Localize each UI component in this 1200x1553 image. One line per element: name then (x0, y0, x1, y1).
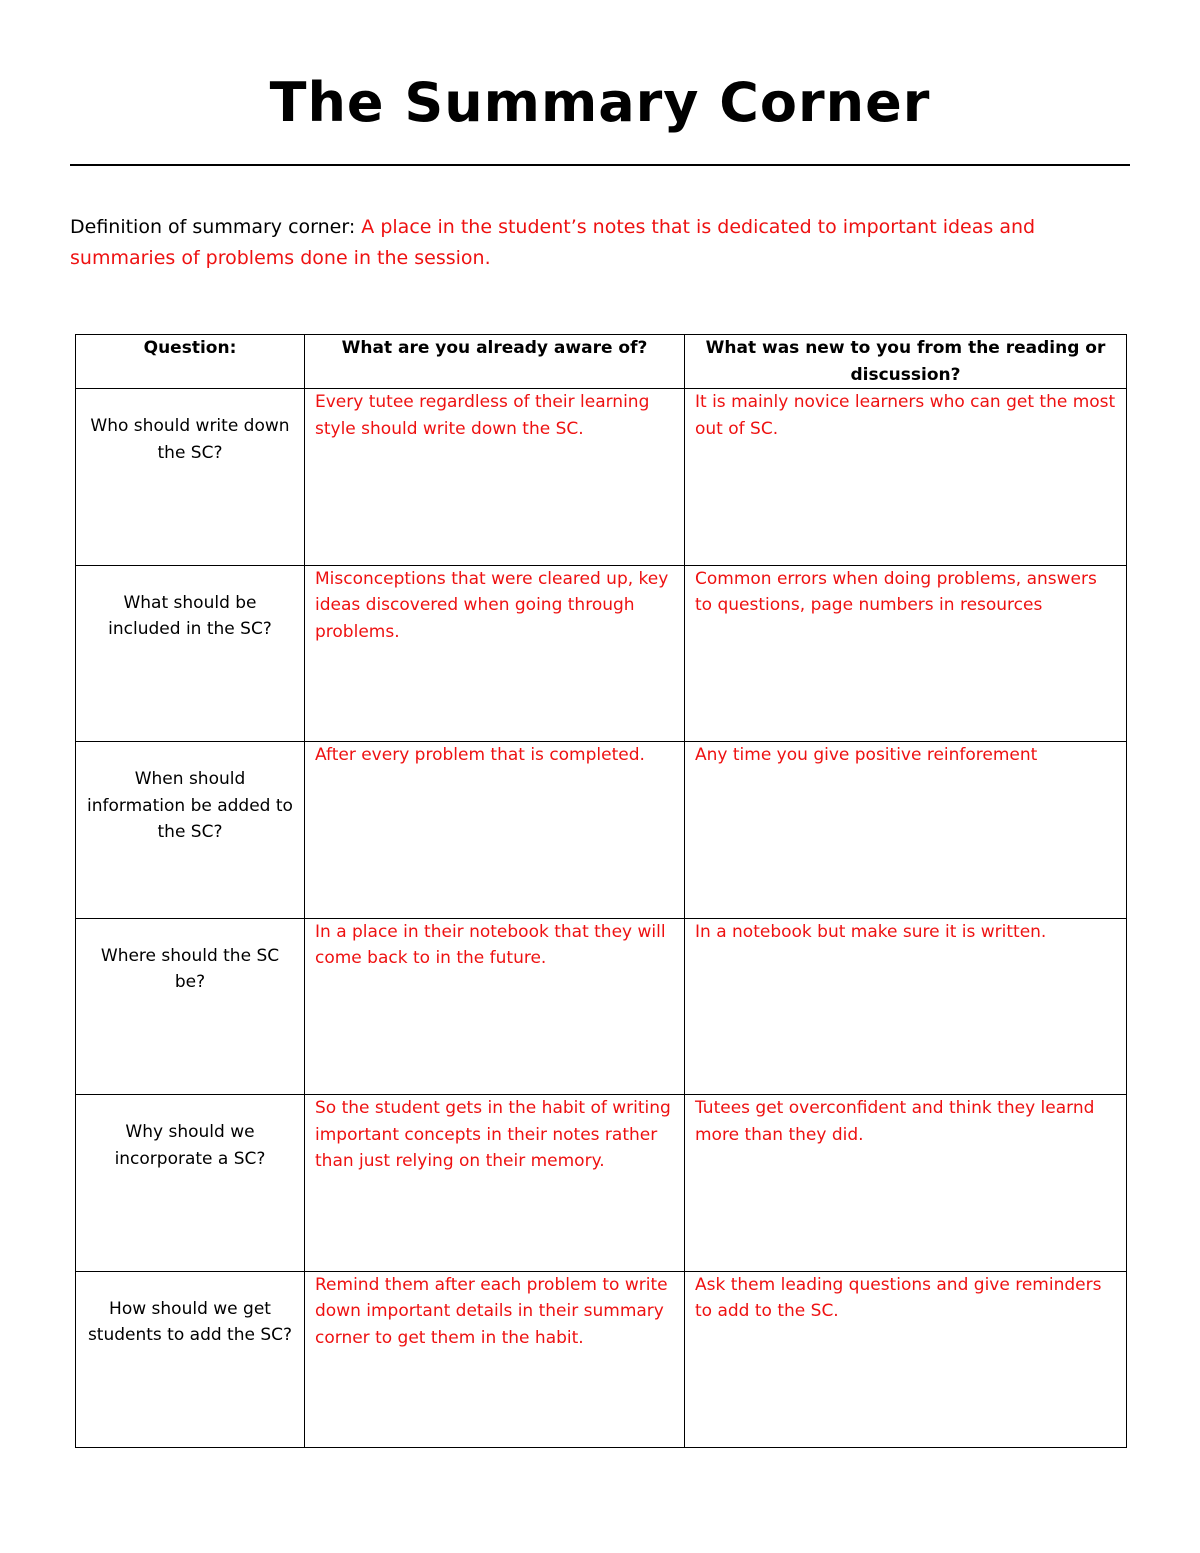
table-row (76, 1271, 1127, 1448)
aware-answer-cell: Misconceptions that were cleared up, key ideas discovered when going through problems. (305, 565, 685, 742)
question-cell: What should be included in the SC? (76, 565, 305, 742)
aware-answer-cell: In a place in their notebook that they will come back to in the future. (305, 918, 685, 1095)
table-row (76, 1095, 1127, 1272)
question-cell: Who should write down the SC? (76, 389, 305, 566)
table-row (76, 742, 1127, 919)
title-divider (70, 164, 1130, 166)
table-row (76, 389, 1127, 566)
definition-text: A place in the student’s notes that is dedicated to important ideas and summaries of problems done in the session. (70, 216, 1036, 269)
definition-label: Definition of summary corner: (70, 216, 362, 238)
new-answer-cell: Tutees get overconfident and think they learnd more than they did. (685, 1095, 1127, 1272)
aware-answer-cell: After every problem that is completed. (305, 742, 685, 919)
question-cell: When should information be added to the SC? (76, 742, 305, 919)
question-cell: Why should we incorporate a SC? (76, 1095, 305, 1272)
aware-answer-cell: Remind them after each problem to write down important details in their summary corner to get them in the habit. (305, 1271, 685, 1448)
new-answer-cell: Common errors when doing problems, answers to questions, page numbers in resources (685, 565, 1127, 742)
header-question: Question: (76, 335, 305, 389)
table-header-row (76, 335, 1127, 389)
new-answer-cell: It is mainly novice learners who can get the most out of SC. (685, 389, 1127, 566)
table-row (76, 918, 1127, 1095)
page-title: The Summary Corner (269, 71, 931, 134)
question-cell: How should we get students to add the SC? (76, 1271, 305, 1448)
aware-answer-cell: So the student gets in the habit of writing important concepts in their notes rather than just relying on their memory. (305, 1095, 685, 1272)
new-answer-cell: In a notebook but make sure it is written. (685, 918, 1127, 1095)
header-already-aware: What are you already aware of? (305, 335, 685, 389)
aware-answer-cell: Every tutee regardless of their learning style should write down the SC. (305, 389, 685, 566)
definition-paragraph (70, 212, 1070, 274)
summary-corner-table (75, 334, 1127, 1448)
table-row (76, 565, 1127, 742)
new-answer-cell: Ask them leading questions and give reminders to add to the SC. (685, 1271, 1127, 1448)
question-cell: Where should the SC be? (76, 918, 305, 1095)
new-answer-cell: Any time you give positive reinforement (685, 742, 1127, 919)
header-new-learning: What was new to you from the reading or discussion? (685, 335, 1127, 389)
